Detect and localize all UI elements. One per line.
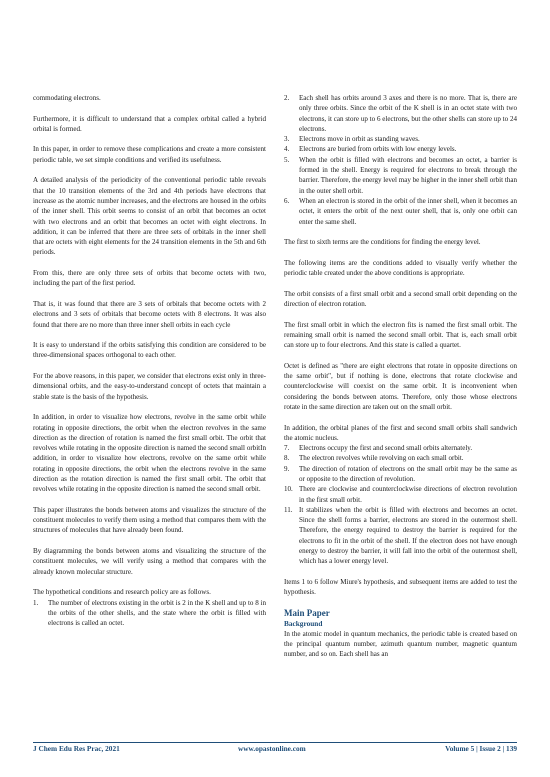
list-number: 4.	[284, 145, 290, 154]
volume-issue-page: Volume 5 | Issue 2 | 139	[445, 744, 517, 753]
paragraph: In addition, the orbital planes of the first and second small orbits shall sandwich the atomic nucleus.	[284, 423, 517, 442]
paragraph: The first to sixth terms are the conditions for finding the energy level.	[284, 238, 481, 247]
list-item	[284, 144, 517, 154]
paragraph: That is, it was found that there are 3 sets of orbitals that become octets with 2 electrons and 3 sets of orbitals that become octets with 8 electrons. It was also found that there are no more than three inner shell orbits in each cycle	[33, 299, 266, 329]
paragraph: The following items are the conditions added to visually verify whether the periodic table created under the above conditions is appropriate.	[284, 258, 517, 278]
list-item	[284, 93, 517, 134]
list-number: 2.	[284, 94, 290, 102]
hypothesis-list	[33, 598, 266, 629]
list-text: Electrons are buried from orbits with low energy levels.	[299, 145, 457, 154]
list-text: Electrons occupy the first and second small orbits alternately.	[299, 444, 473, 453]
list-item	[284, 464, 517, 485]
website-link[interactable]: www.opastonline.com	[238, 744, 306, 753]
list-number: 11.	[284, 505, 293, 514]
list-number: 5.	[284, 155, 290, 164]
paragraph: From this, there are only three sets of orbits that become octets with two, including the part of the first period.	[33, 269, 266, 288]
paragraph: Items 1 to 6 follow Miure's hypothesis, and subsequent items are added to test the hypothesis.	[284, 577, 517, 597]
list-text: When the orbit is filled with electrons and becomes an octet, a barrier is formed in the shell. Energy is required for electrons to break through the barrier. Therefore, the energy level may be higher in the inner shell orbit than in the outer shell orbit.	[299, 155, 517, 195]
journal-citation: J Chem Edu Res Prac, 2021	[33, 744, 120, 753]
section-heading: Main Paper	[284, 607, 330, 618]
list-number: 10.	[284, 485, 293, 494]
list-item	[284, 155, 517, 196]
list-text: The number of electrons existing in the orbit is 2 in the K shell and up to 8 in the orbits of the other shells, and the state where the orbit is filled with electrons is called an octet.	[48, 598, 266, 628]
list-text: When an electron is stored in the orbit of the inner shell, when it becomes an octet, it enters the orbit of the next outer shell, that is, only one orbit can enter the same shell.	[299, 196, 517, 226]
list-number: 6.	[284, 196, 290, 205]
list-item	[33, 598, 266, 629]
page-footer	[33, 744, 517, 756]
list-text: Each shell has orbits around 3 axes and there is no more. That is, there are only three orbits. Since the orbit of the K shell is in an octet state with two electrons, it can store up to 6 electrons, but the other shells can store up to 24 electrons.	[299, 94, 517, 133]
hypothesis-list	[284, 93, 517, 227]
paragraph: In this paper, in order to remove these complications and create a more consistent periodic table, we set simple conditions and verified its usefulness.	[33, 145, 266, 164]
list-text: The electron revolves while revolving on each small orbit.	[299, 454, 464, 463]
list-item	[284, 443, 517, 453]
list-item	[284, 134, 517, 144]
hypothesis-list	[284, 443, 517, 567]
list-item	[284, 505, 517, 567]
list-number: 1.	[33, 598, 39, 607]
paragraph: It is easy to understand if the orbits satisfying this condition are considered to be three-dimensional spaces orthogonal to each other.	[33, 341, 266, 360]
list-text: Electrons move in orbit as standing waves.	[299, 135, 420, 144]
paragraph: The orbit consists of a first small orbit and a second small orbit depending on the direction of electron rotation.	[284, 289, 517, 308]
paragraph: This paper illustrates the bonds between atoms and visualizes the structure of the constituent molecules to verify them using a method that compares them with the structures of molecules that have already been found.	[33, 505, 266, 535]
list-text: There are clockwise and counterclockwise directions of electron revolution in the first small orbit.	[299, 485, 517, 504]
paragraph: In the atomic model in quantum mechanics, the periodic table is created based on the principal quantum number, azimuth quantum number, magnetic quantum number, and so on. Each shell has an	[284, 629, 517, 659]
list-number: 9.	[284, 464, 290, 473]
list-text: It stabilizes when the orbit is filled with electrons and becomes an octet. Since the shell forms a barrier, electrons are stored in the outermost shell. Therefore, the energy required to destroy the barrier is required for the electrons to fit in the orbit of the shell. If the electron does not have enough energy to destroy the barrier, it will fall into the orbit of the outermost shell, which has a lower energy level.	[299, 505, 517, 566]
paragraph: commodating electrons.	[33, 94, 101, 102]
right-column	[284, 93, 517, 660]
paragraph: The first small orbit in which the electron fits is named the first small orbit. The remaining small orbit is named the second small orbit. That is, each small orbit can store up to four electrons. And this state is called a quartet.	[284, 320, 517, 350]
list-number: 8.	[284, 454, 290, 463]
paragraph: The hypothetical conditions and research policy are as follows.	[33, 588, 211, 597]
list-item	[284, 196, 517, 227]
list-number: 3.	[284, 135, 290, 144]
paragraph: By diagramming the bonds between atoms and visualizing the structure of the constituent molecules, we will verify using a method that compares with the already known molecular structure.	[33, 547, 266, 576]
section-subheading: Background	[284, 618, 323, 628]
list-number: 7.	[284, 444, 290, 453]
list-item	[284, 484, 517, 505]
list-text: The direction of rotation of electrons on the small orbit may be the same as or opposite to the direction of revolution.	[299, 464, 517, 483]
footer-divider	[33, 742, 517, 743]
paragraph: Furthermore, it is difficult to understand that a complex orbital called a hybrid orbital is formed.	[33, 114, 266, 133]
paragraph: For the above reasons, in this paper, we consider that electrons exist only in three-dimensional orbits, and the easy-to-understand concept of octets that maintain a stable state is the basis of the hypothesis.	[33, 372, 266, 401]
left-column	[33, 93, 266, 639]
paragraph: Octet is defined as "there are eight electrons that rotate in opposite directions on the same orbit", but if nothing is done, electrons that rotate clockwise and counterclockwise will coexist on the same orbit. It is inconvenient when considering the bonds between atoms. Therefore, only those whose electrons rotate in the same direction are taken out on the small orbit.	[284, 361, 517, 411]
paragraph: A detailed analysis of the periodicity of the conventional periodic table reveals that the 10 transition elements of the 3rd and 4th periods have electrons that increase as the atomic number increases, and the electrons are housed in the orbits of the inner shell. This orbit seems to consist of an orbit that becomes an octet with two electrons and an orbit that becomes an octet with eight electrons. In addition, it can be inferred that there are three sets of orbitals in the inner shell that are octets with eight elements for the 24 transition elements in the 5th and 6th periods.	[33, 176, 266, 257]
paragraph: In addition, in order to visualize how electrons, revolve in the same orbit while rotating in opposite directions, the orbit when the electron revolves in the same direction as the direction of rotation is named the first small orbit. The orbit that revolves while rotating in the opposite direction is named the second small orbitIn addition, in order to visualize how electrons, revolve on the same orbit while rotating in opposite directions, the orbit when the electrons revolve in the same direction as the rotation direction is named the first small orbit. The orbit that revolves while rotating in the opposite direction is named the second small orbit.	[33, 413, 266, 494]
list-item	[284, 453, 517, 463]
